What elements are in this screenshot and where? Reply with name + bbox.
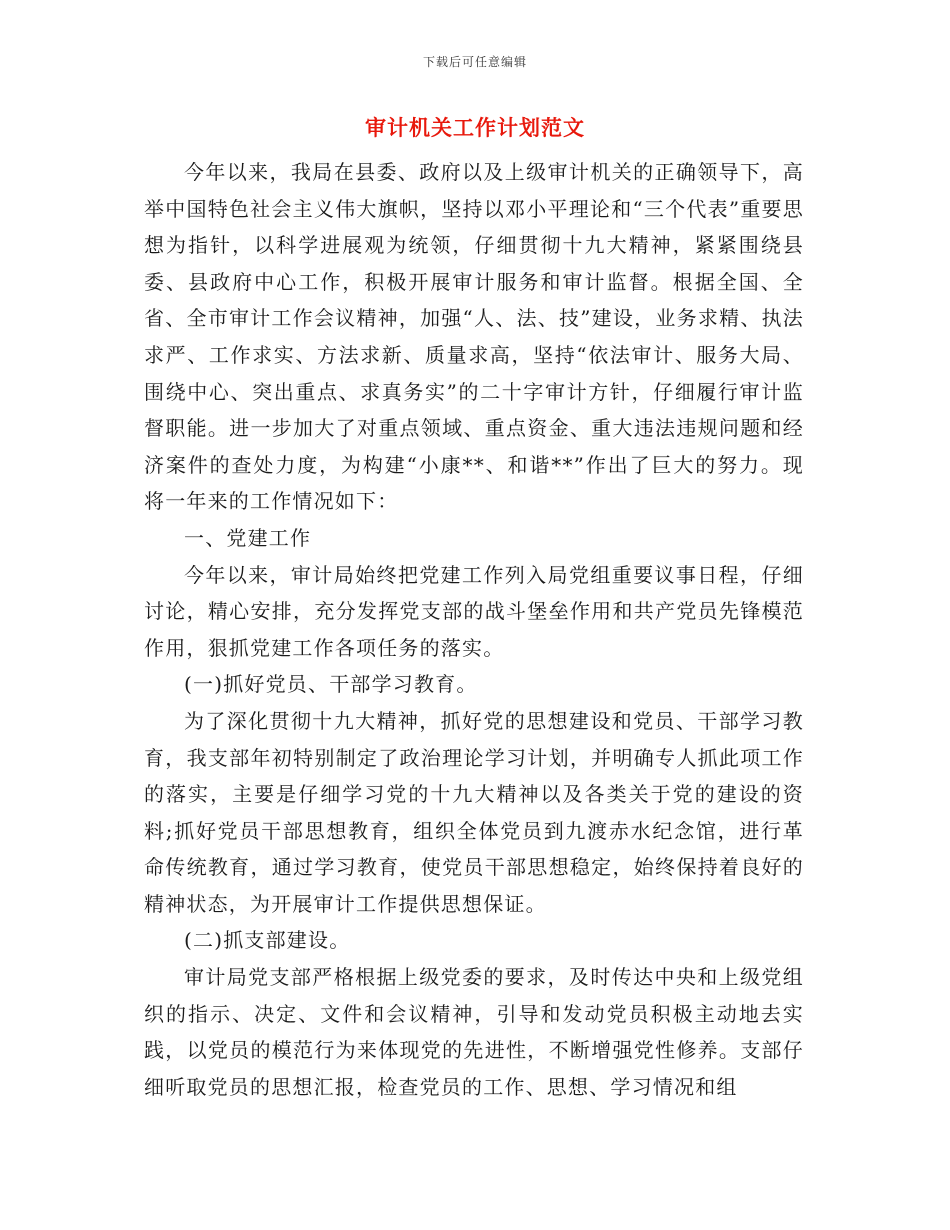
subsection-heading: (一)抓好党员、干部学习教育。 xyxy=(184,672,478,697)
paragraph: 今年以来，我局在县委、政府以及上级审计机关的正确领导下，高举中国特色社会主义伟大旗帜，坚持以邓小平理论和“三个代表”重要思想为指针，以科学进展观为统领，仔细贯彻十九大精神，紧紧围绕县委、县政府中心工作，积极开展审计服务和审计监督。根据全国、全省、全市审计工作会议精神，加强“人、法、技”建设，业务求精、执法求严、工作求实、方法求新、质量求高，坚持“依法审计、服务大局、围绕中心、突出重点、求真务实”的二十字审计方针，仔细履行审计监督职能。进一步加大了对重点领域、重点资金、重大违法违规问题和经济案件的查处力度，为构建“小康**、和谐**”作出了巨大的努力。现将一年来的工作情况如下： xyxy=(144,160,804,514)
paragraph: 为了深化贯彻十九大精神，抓好党的思想建设和党员、干部学习教育，我支部年初特别制定了政治理论学习计划，并明确专人抓此项工作的落实，主要是仔细学习党的十九大精神以及各类关于党的建设的资料;抓好党员干部思想教育，组织全体党员到九渡赤水纪念馆，进行革命传统教育，通过学习教育，使党员干部思想稳定，始终保持着良好的精神状态，为开展审计工作提供思想保证。 xyxy=(144,708,804,916)
document-title: 审计机关工作计划范文 xyxy=(365,115,585,140)
section-heading: 一、党建工作 xyxy=(184,525,312,550)
header-note: 下载后可任意编辑 xyxy=(422,55,527,69)
paragraph: 今年以来，审计局始终把党建工作列入局党组重要议事日程，仔细讨论，精心安排，充分发挥党支部的战斗堡垒作用和共产党员先锋模范作用，狠抓党建工作各项任务的落实。 xyxy=(144,562,804,660)
paragraph: 审计局党支部严格根据上级党委的要求，及时传达中央和上级党组织的指示、决定、文件和会议精神，引导和发动党员积极主动地去实践，以党员的模范行为来体现党的先进性，不断增强党性修养。支部仔细听取党员的思想汇报，检查党员的工作、思想、学习情况和组 xyxy=(144,965,804,1099)
document-body xyxy=(144,154,804,1105)
subsection-heading: (二)抓支部建设。 xyxy=(184,928,351,953)
